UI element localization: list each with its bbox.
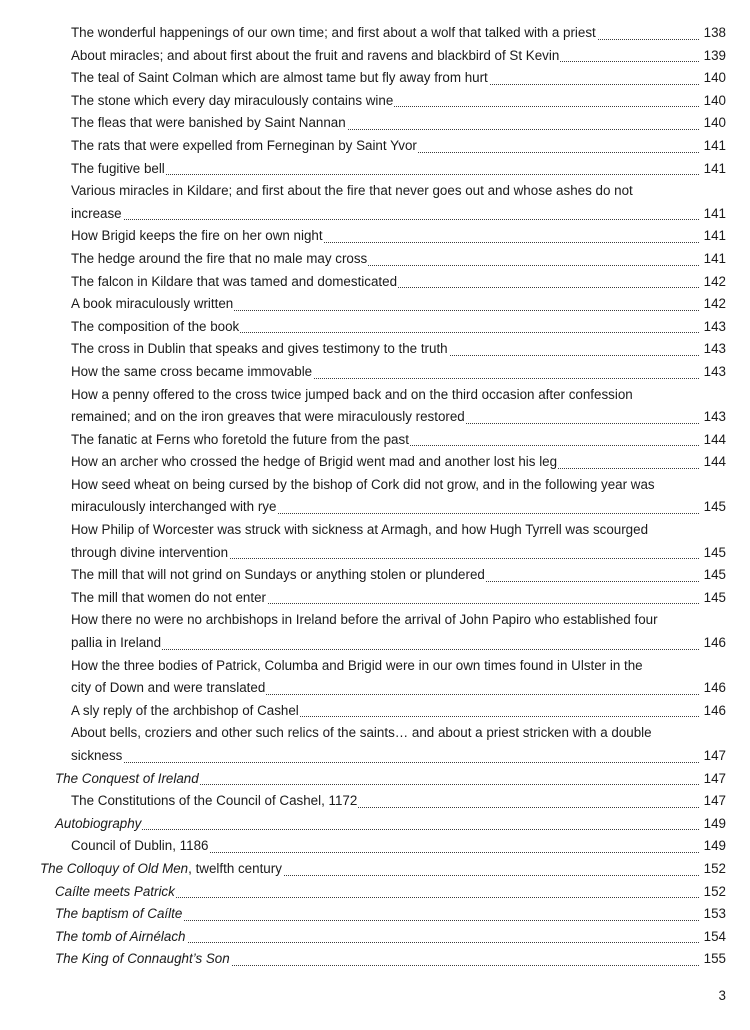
- toc-entry: [0, 180, 750, 225]
- toc-entry-title: How an archer who crossed the hedge of Brigid went mad and another lost his leg: [71, 451, 558, 474]
- toc-entry-title: The stone which every day miraculously contains wine: [71, 90, 394, 113]
- toc-entry-title: miraculously interchanged with rye: [71, 496, 277, 519]
- toc-entry-title: How the same cross became immovable: [71, 361, 313, 384]
- toc-page-number: 146: [702, 632, 726, 655]
- toc-page-number: 152: [702, 881, 726, 904]
- toc-entry: [0, 316, 750, 339]
- toc-page-number: 143: [702, 406, 726, 429]
- toc-entry-italic-title: The baptism of Caílte: [55, 906, 183, 922]
- toc-entry: [0, 519, 750, 564]
- toc-page-number: 142: [702, 293, 726, 316]
- toc-entry-title: About bells, croziers and other such relics of the saints… and about a priest stricken with a double: [71, 725, 652, 741]
- toc-entry-italic-title: Autobiography: [55, 815, 142, 831]
- toc-page-number: 138: [702, 22, 726, 45]
- toc-entry-title: The cross in Dublin that speaks and gives testimony to the truth: [71, 338, 449, 361]
- toc-entry: [0, 225, 750, 248]
- toc-entry-title: pallia in Ireland: [71, 632, 162, 655]
- toc-entry-title: About miracles; and about first about the fruit and ravens and blackbird of St Kevin: [71, 45, 560, 68]
- toc-entry: [0, 271, 750, 294]
- toc-entry: [0, 112, 750, 135]
- toc-entry-title: How the three bodies of Patrick, Columba and Brigid were in our own times found in Ulster in the: [71, 657, 643, 673]
- toc-page-number: 141: [702, 225, 726, 248]
- toc-entry-italic-title: The tomb of Airnélach: [55, 928, 186, 944]
- toc-entry-title: The fleas that were banished by Saint Nannan: [71, 112, 347, 135]
- toc-entry-title: The Constitutions of the Council of Cashel, 1172: [71, 790, 358, 813]
- toc-entry-title: Council of Dublin, 1186: [71, 835, 209, 858]
- dot-leader: [71, 649, 699, 650]
- toc-entry-title: [55, 768, 200, 791]
- dot-leader: [71, 762, 699, 763]
- toc-page-number: 141: [702, 158, 726, 181]
- toc-page-number: 147: [702, 768, 726, 791]
- toc-entry: [0, 655, 750, 700]
- toc-entry-title: The falcon in Kildare that was tamed and domesticated: [71, 271, 398, 294]
- toc-page-number: 141: [702, 248, 726, 271]
- toc-entry: [0, 926, 750, 949]
- toc-entry-title: The fugitive bell: [71, 158, 166, 181]
- page-number: 3: [718, 988, 726, 1003]
- toc-entry: [0, 384, 750, 429]
- toc-page-number: 146: [702, 700, 726, 723]
- toc-entry-italic-title: The King of Connaught’s Son: [55, 951, 230, 967]
- toc-entry: [0, 835, 750, 858]
- toc-entry-title: The teal of Saint Colman which are almost tame but fly away from hurt: [71, 67, 489, 90]
- toc-entry-title: The hedge around the fire that no male may cross: [71, 248, 368, 271]
- toc-entry-title: city of Down and were translated: [71, 677, 266, 700]
- toc-entry: [0, 22, 750, 45]
- toc-page-number: 141: [702, 135, 726, 158]
- toc-entry: [0, 45, 750, 68]
- toc-page-number: 145: [702, 496, 726, 519]
- toc-entry-title: A book miraculously written: [71, 293, 234, 316]
- toc-page-number: 145: [702, 587, 726, 610]
- toc-entry-title: [40, 858, 283, 881]
- toc-entry: [0, 158, 750, 181]
- toc-entry: [0, 429, 750, 452]
- toc-page-number: 144: [702, 451, 726, 474]
- toc-page-number: 153: [702, 903, 726, 926]
- toc-page-number: 143: [702, 316, 726, 339]
- toc-entry: [0, 858, 750, 881]
- toc-page-number: 142: [702, 271, 726, 294]
- toc-entry-italic-title: Caílte meets Patrick: [55, 883, 175, 899]
- toc-entry-title: [55, 813, 142, 836]
- toc-page-number: 155: [702, 948, 726, 971]
- toc-entry: [0, 248, 750, 271]
- toc-entry-title: increase: [71, 203, 123, 226]
- toc-entry-title: How seed wheat on being cursed by the bishop of Cork did not grow, and in the following year was: [71, 476, 655, 492]
- toc-page-number: 140: [702, 67, 726, 90]
- toc-entry-title: [55, 948, 231, 971]
- toc-entry-title: through divine intervention: [71, 542, 229, 565]
- toc-page-number: 139: [702, 45, 726, 68]
- dot-leader: [71, 219, 699, 220]
- toc-entry: [0, 564, 750, 587]
- toc-entry-title: The fanatic at Ferns who foretold the future from the past: [71, 429, 410, 452]
- toc-entry-title: The mill that women do not enter: [71, 587, 267, 610]
- toc-entry-title: The composition of the book: [71, 316, 240, 339]
- toc-entry: [0, 451, 750, 474]
- toc-entry-title: How Philip of Worcester was struck with sickness at Armagh, and how Hugh Tyrrell was scourged: [71, 522, 649, 538]
- toc-page-number: 152: [702, 858, 726, 881]
- toc-entry-title: The mill that will not grind on Sundays or anything stolen or plundered: [71, 564, 486, 587]
- toc-entry: [0, 903, 750, 926]
- toc-entry: [0, 474, 750, 519]
- toc-entry: [0, 293, 750, 316]
- toc-entry-title: How there no were no archbishops in Ireland before the arrival of John Papiro who established four: [71, 612, 658, 628]
- toc-entry: [0, 768, 750, 791]
- table-of-contents: [0, 22, 750, 971]
- toc-page-number: 143: [702, 338, 726, 361]
- toc-entry-title: remained; and on the iron greaves that were miraculously restored: [71, 406, 466, 429]
- toc-page-number: 145: [702, 564, 726, 587]
- toc-entry-italic-title: The Colloquy of Old Men: [40, 860, 189, 876]
- toc-entry: [0, 881, 750, 904]
- toc-page-number: 146: [702, 677, 726, 700]
- toc-entry: [0, 135, 750, 158]
- toc-page-number: 147: [702, 745, 726, 768]
- toc-entry: [0, 90, 750, 113]
- toc-entry: [0, 67, 750, 90]
- toc-entry: [0, 813, 750, 836]
- toc-entry: [0, 948, 750, 971]
- toc-page-number: 154: [702, 926, 726, 949]
- toc-page-number: 143: [702, 361, 726, 384]
- toc-entry: [0, 722, 750, 767]
- toc-page-number: 147: [702, 790, 726, 813]
- toc-entry-title: The rats that were expelled from Ferneginan by Saint Yvor: [71, 135, 418, 158]
- toc-entry-title: [55, 903, 183, 926]
- toc-page-number: 140: [702, 112, 726, 135]
- toc-entry: [0, 361, 750, 384]
- toc-page-number: 144: [702, 429, 726, 452]
- toc-entry: [0, 609, 750, 654]
- toc-page-number: 149: [702, 813, 726, 836]
- toc-entry-italic-title: The Conquest of Ireland: [55, 770, 199, 786]
- toc-entry-suffix: , twelfth century: [188, 860, 282, 876]
- toc-entry-title: Various miracles in Kildare; and first about the fire that never goes out and whose ashes do not: [71, 183, 633, 199]
- dot-leader: [55, 829, 699, 830]
- toc-entry-title: The wonderful happenings of our own time; and first about a wolf that talked with a priest: [71, 22, 597, 45]
- toc-entry: [0, 700, 750, 723]
- toc-entry-title: sickness: [71, 745, 123, 768]
- toc-entry: [0, 790, 750, 813]
- toc-entry-title: How Brigid keeps the fire on her own night: [71, 225, 324, 248]
- toc-entry-title: How a penny offered to the cross twice jumped back and on the third occasion after confession: [71, 386, 633, 402]
- toc-page-number: 145: [702, 542, 726, 565]
- toc-entry: [0, 338, 750, 361]
- toc-page-number: 141: [702, 203, 726, 226]
- toc-entry-title: A sly reply of the archbishop of Cashel: [71, 700, 300, 723]
- toc-page-number: 140: [702, 90, 726, 113]
- toc-page-number: 149: [702, 835, 726, 858]
- toc-entry-title: [55, 926, 187, 949]
- toc-entry: [0, 587, 750, 610]
- toc-entry-title: [55, 881, 176, 904]
